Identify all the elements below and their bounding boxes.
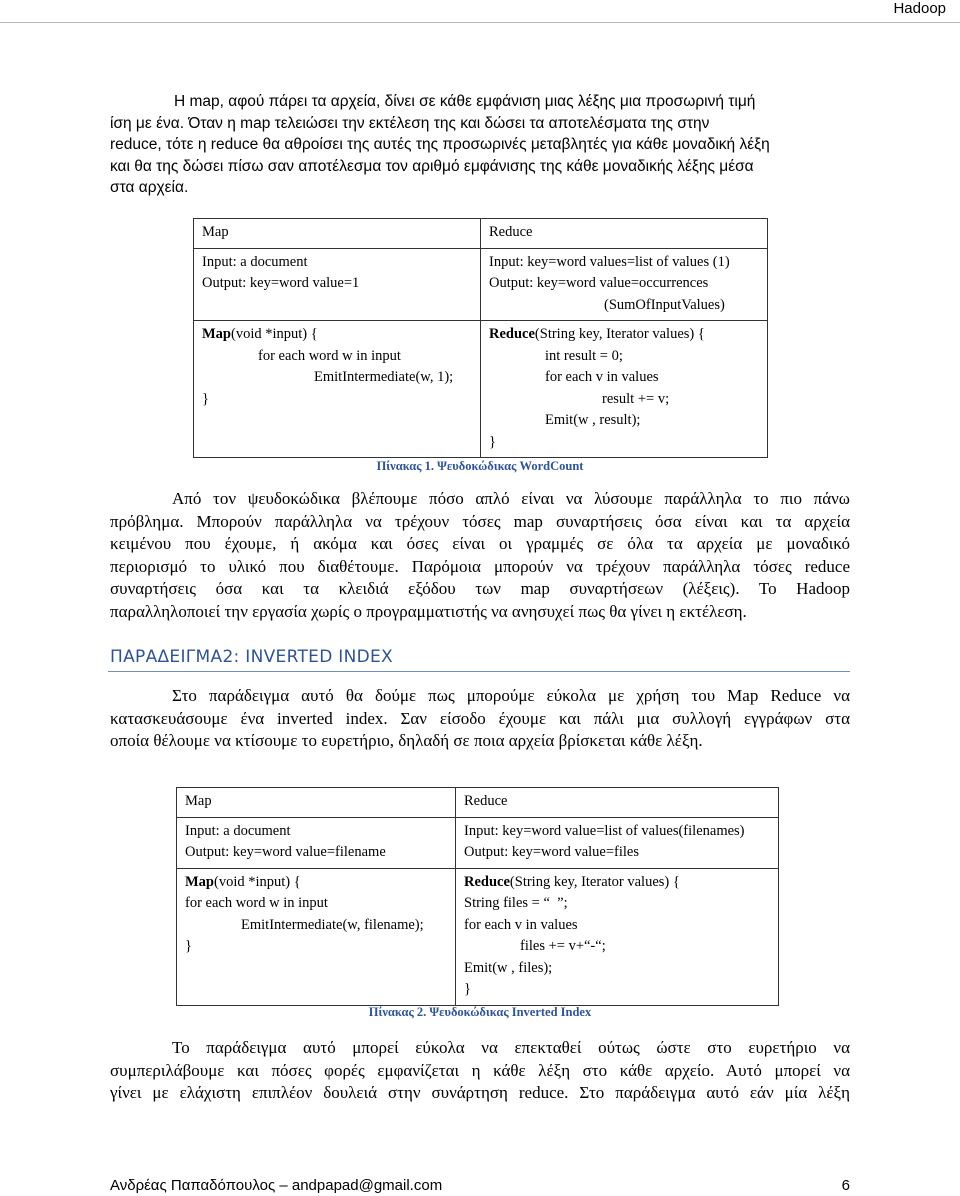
text-line: κειμένου που έχουμε, ή ακόμα και όσες είναι οι γραμμές σε όλα τα αρχεία με μοναδικό [110,534,850,553]
reduce-output-cont: (SumOfInputValues) [604,296,725,313]
map-fn-name: Map [185,873,214,890]
text-line: Από τον ψευδοκώδικα βλέπουμε πόσο απλό είναι να λύσουμε παράλληλα το πιο πάνω [172,489,850,508]
paragraph-extension [110,1037,850,1105]
code-line: result += v; [602,390,670,407]
code-line: for each word w in input [185,895,328,911]
code-line: } [489,433,496,450]
text-line: ίση με ένα. Όταν η map τελειώσει την εκτέλεση της και δώσει τα αποτελέσματα της στην [110,114,710,132]
reduce-io-cell [481,248,768,321]
map-fn-signature: (void *input) { [231,326,318,342]
code-line: } [464,981,471,997]
running-header: Hadoop [893,0,946,17]
text-line: συναρτήσεις όσα και τα κλειδιά εξόδου των map συναρτήσεων (λέξεις). Το Hadoop [110,579,850,598]
reduce-code-cell [481,321,768,458]
code-line: Emit(w , files); [464,959,553,976]
text-line: συμπεριλάβουμε και πόσες φορές εμφανίζεται η κάθε λέξη στο κάθε αρχείο. Αυτό μπορεί να [110,1060,850,1080]
reduce-code-cell [456,868,779,1005]
text-line: στα αρχεία. [110,179,189,196]
table2-caption: Πίνακας 2. Ψευδοκώδικας Inverted Index [368,1005,592,1019]
header-rule [0,22,960,23]
code-line: files += v+“-“; [520,938,606,954]
map-fn-name: Map [202,326,231,342]
reduce-fn-name: Reduce [464,873,510,890]
intro-paragraph [110,91,850,199]
text-line: Το παράδειγμα αυτό μπορεί εύκολα να επεκταθεί ούτως ώστε στο ευρετήριο να [172,1038,850,1057]
map-io-cell [194,248,481,321]
map-output: Output: key=word value=1 [202,275,360,291]
paragraph-parallelism [110,488,850,623]
code-line: } [185,938,192,954]
code-line: EmitIntermediate(w, filename); [241,916,424,933]
map-io-cell [177,817,456,868]
pseudocode-table-wordcount [193,218,768,458]
page-number: 6 [841,1177,850,1194]
text-line: οποία θέλουμε να κτίσουμε το ευρετήριο, δηλαδή σε ποια αρχεία βρίσκεται κάθε λέξη. [110,731,703,750]
reduce-fn-signature: (String key, Iterator values) { [509,873,680,890]
text-line: κατασκευάσουμε ένα inverted index. Σαν είσοδο έχουμε και πάλι μια συλλογή εγγράφων στα [110,708,850,728]
reduce-input: Input: key=word values=list of values (1) [489,253,730,270]
footer-author: Ανδρέας Παπαδόπουλος – andpapad@gmail.com [110,1177,443,1194]
text-line: και θα της δώσει πίσω σαν αποτέλεσμα τον αριθμό εμφάνισης της κάθε μοναδικής λέξης μέσα [110,157,754,175]
code-line: int result = 0; [545,347,623,364]
map-fn-signature: (void *input) { [214,873,301,890]
text-line: παραλληλοποιεί την εργασία χωρίς ο προγραμματιστής να ανησυχεί πως θα γίνει η εκτέλεση. [110,601,747,621]
text-line: Η map, αφού πάρει τα αρχεία, δίνει σε κάθε εμφάνιση μιας λέξης μια προσωρινή τιμή [174,93,756,110]
reduce-io-cell [456,817,779,868]
code-line: for each v in values [545,369,659,385]
map-header-cell: Map [194,219,481,249]
map-code-cell [177,868,456,1005]
map-header-cell: Map [177,788,456,818]
code-line: String files = “ ”; [464,895,568,911]
reduce-output: Output: key=word value=files [464,844,640,860]
reduce-output: Output: key=word value=occurrences [489,275,709,291]
reduce-header-cell: Reduce [456,788,779,818]
table1-caption: Πίνακας 1. Ψευδοκώδικας WordCount [376,459,584,473]
code-line: for each v in values [464,916,578,933]
paragraph-inverted-index-intro [110,685,850,753]
section-heading: ΠΑΡΑΔΕΙΓΜΑ2: INVERTED INDEX [110,647,393,667]
code-line: } [202,390,209,407]
code-line: EmitIntermediate(w, 1); [314,369,454,385]
heading-rule [108,671,850,672]
pseudocode-table-inverted-index [176,787,779,1006]
text-line: περιορισμό το υλικό που διαθέτουμε. Παρόμοια μπορούν να τρέχουν παράλληλα τόσες reduce [110,556,850,576]
text-line: πρόβλημα. Μπορούν παράλληλα να τρέχουν τόσες map συναρτήσεις όσα είναι και τα αρχεία [110,511,850,531]
reduce-fn-signature: (String key, Iterator values) { [534,326,705,342]
text-line: γίνει με ελάχιστη επιπλέον δουλειά στην συνάρτηση reduce. Στο παράδειγμα αυτό εάν μία λέξη [110,1083,850,1102]
reduce-header-cell: Reduce [481,219,768,249]
code-line: Emit(w , result); [545,412,641,428]
code-line: for each word w in input [258,347,401,364]
map-input: Input: a document [185,822,291,839]
map-input: Input: a document [202,253,308,270]
map-output: Output: key=word value=filename [185,844,386,860]
reduce-fn-name: Reduce [489,326,535,342]
map-code-cell [194,321,481,458]
reduce-input: Input: key=word value=list of values(filenames) [464,822,745,839]
text-line: reduce, τότε η reduce θα αθροίσει της αυτές της προσωρινές μεταβλητές για κάθε μοναδική λέξη [110,136,770,153]
text-line: Στο παράδειγμα αυτό θα δούμε πως μπορούμε εύκολα με χρήση του Map Reduce να [172,686,850,705]
